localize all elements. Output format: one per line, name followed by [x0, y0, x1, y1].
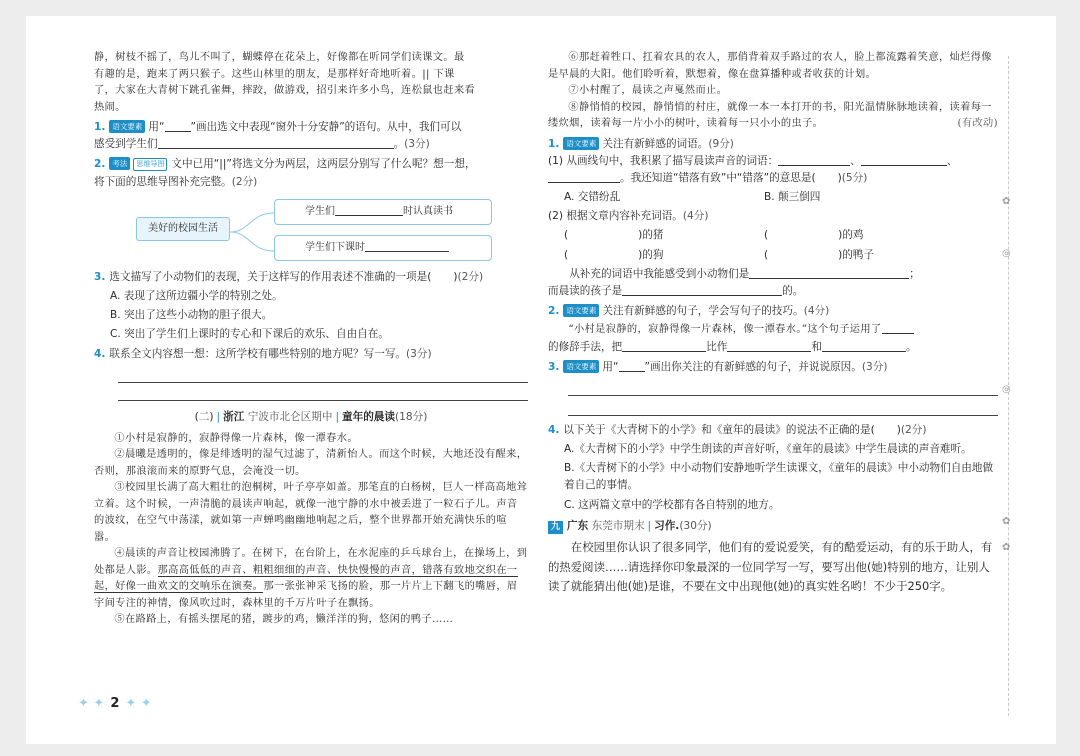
underline-sample	[165, 120, 191, 132]
question-number: 1.	[548, 137, 560, 150]
question-number: 3.	[94, 270, 106, 283]
left-page	[94, 50, 528, 629]
option-b: B.《大青树下的小学》中小动物们安静地听学生读课文，《童年的晨读》中小动物们自由地做着自己的事情。	[564, 462, 994, 492]
section-badge: 九	[548, 521, 563, 534]
literacy-tag: 语文要素	[563, 304, 599, 317]
answer-blank[interactable]	[335, 204, 403, 216]
passage-line: 有趣的是，跑来了两只猴子。这些山林里的朋友，是那样好奇地听着。|| 下课	[94, 68, 455, 80]
paragraph: ⑦小村醒了，晨读之声戛然而止。	[568, 85, 728, 97]
question-3: 3. 选文描写了小动物们的表现，关于这样写的作用表述不准确的一项是( )(2分) A. 表现了这所边疆小学的特别之处。 B. 突出了这些小动物的胆子很大。 C. 突出了学生们上课时的专心和下课后的欢乐、自由自在。	[94, 269, 528, 344]
answer-blank[interactable]	[548, 171, 620, 183]
mindmap-connector	[230, 207, 276, 257]
question-1: 1. 语文要素 用“ ”画出选文中表现“窗外十分安静”的语句。从中，我们可以 感受到学生们 。(3分)	[94, 121, 462, 151]
passage-line: 热闹。	[94, 101, 126, 113]
workbook-spread	[26, 16, 1056, 744]
question-2: 2. 考法 思维导图 文中已用“||”将选文分为两层，这两层分别写了什么呢？想一想， 将下面的思维导图补充完整。(2分) 美好的校园生活 学生们 时认真读书 学生们下课时	[94, 156, 528, 264]
flower-icon: ✿	[1002, 516, 1011, 527]
question-number: 2.	[548, 304, 560, 317]
question-r4: 4. 以下关于《大青树下的小学》和《童年的晨读》的说法不正确的是( )(2分) A.《大青树下的小学》中学生朗读的声音好听，《童年的晨读》中学生晨读的声音难听。 B.《大青树下的小学》中小动物们安静地听学生读课文，《童年的晨读》中小动物们自由地做着自己的事情。 C. 这两篇文章中的学校都有各自特别的地方。	[548, 422, 998, 514]
passage-line: 了，大家在大青树下跳孔雀舞，摔跤，做游戏，招引来许多小鸟，连松鼠也赶来看	[94, 85, 476, 97]
question-4: 4. 联系全文内容想一想：这所学校有哪些特别的地方呢？写一写。(3分)	[94, 346, 528, 401]
answer-blank[interactable]	[822, 340, 906, 352]
mindmap-tag: 思维导图	[133, 158, 167, 171]
section-title: 习作.	[654, 519, 680, 532]
section-nine: 九 广东 东莞市期末 | 习作.(30分) 在校园里你认识了很多同学，他们有的爱说爱笑，有的酷爱运动，有的乐于助人，有的热爱阅读……请选择你印象最深的一位同学写一写，要写出他(她)特别的地方，让别人读了就能猜出他(她)是谁，不要在文中出现他(她)的真实姓名哟！不少于250字。	[548, 518, 998, 597]
flower-icon: ✿	[1002, 196, 1011, 207]
answer-line[interactable]	[568, 382, 998, 396]
paragraph: ①小村是寂静的，寂静得像一片森林，像一潭春水。	[114, 432, 358, 444]
answer-line[interactable]	[118, 369, 528, 383]
circle-icon: ◎	[1002, 384, 1011, 395]
literacy-tag: 语文要素	[563, 137, 599, 150]
passage-line: 静，树枝不摇了，鸟儿不叫了，蝴蝶停在花朵上，好像都在听同学们读课文。最	[94, 52, 465, 63]
option-c: C. 这两篇文章中的学校都有各自特别的地方。	[564, 498, 780, 511]
answer-blank[interactable]	[365, 240, 449, 252]
option-a: A. 表现了这所边疆小学的特别之处。	[110, 289, 283, 302]
literacy-tag: 语文要素	[563, 360, 599, 373]
answer-blank[interactable]	[749, 267, 909, 279]
option-b: B. 突出了这些小动物的胆子很大。	[110, 309, 273, 321]
question-r2: 2. 语文要素 关注有新鲜感的句子，学会写句子的技巧。(4分) “小村是寂静的，寂静得像一片森林，像一潭春水。”这个句子运用了 的修辞手法，把 比作 和 。	[548, 304, 917, 353]
source-note: (有改动)	[957, 118, 998, 130]
question-r3: 3. 语文要素 用“ ”画出你关注的有新鲜感的句子，并说说原因。(3分)	[548, 359, 998, 416]
answer-blank[interactable]	[727, 340, 811, 352]
option-b: B. 颠三倒四	[764, 191, 821, 204]
answer-blank[interactable]	[158, 137, 394, 149]
mind-map	[94, 197, 528, 265]
paragraph: ③校园里长满了高大粗壮的泡桐树，叶子亭亭如盖。那笔直的白杨树，巨人一样高高地耸立着。这个时候，一声清脆的晨读声响起，就像一池宁静的水中被丢进了一粒石子儿。声音的波纹，在空气中荡漾，就如第一声蝉鸣幽幽地响起之后，整个世界都开始充满快乐的喧嚣。	[94, 482, 528, 543]
option-a: A.《大青树下的小学》中学生朗读的声音好听，《童年的晨读》中学生晨读的声音难听。	[564, 443, 972, 456]
answer-line[interactable]	[118, 387, 528, 401]
method-tag: 考法	[109, 157, 130, 170]
question-number: 2.	[94, 158, 106, 171]
passage-two-continued	[548, 50, 998, 133]
paragraph: ⑧静悄悄的校园，静悄悄的村庄，就像一本一本打开的书，阳光温情脉脉地读着，读着每一缕炊烟，读着每一片小小的树叶，读着每一只小小的虫子。 (有改动)	[548, 100, 998, 133]
answer-blank[interactable]	[861, 154, 947, 166]
question-number: 1.	[94, 121, 106, 134]
paragraph: ②晨曦是透明的，像是绯透明的湿气过滤了，清新怡人。而这个时候，大地还没有醒来，否则，那浪滚而来的原野气息，会淹没一切。	[94, 449, 528, 477]
underlined-sentence: 那高高低低的声音、粗粗细细的声音、快快慢慢的声音，错落有致地交织在一起，好像一曲欢文的交响乐在演奏。	[94, 564, 518, 593]
page-number: ✦ ✦ 2 ✦ ✦	[78, 696, 152, 711]
answer-blank[interactable]	[622, 340, 706, 352]
passage-two	[94, 431, 528, 629]
option-a: A. 交错纷乱	[564, 191, 621, 204]
paragraph: ⑥那赶着牲口、扛着农具的农人，那俏背着双手路过的农人，脸上都流露着笑意，灿烂得像是早晨的大阳。他们聆听着，默想着，像在盘算播种或者收获的计划。	[548, 52, 992, 80]
passage-title: 童年的晨读	[342, 411, 395, 424]
passage-one-tail	[94, 50, 528, 116]
writing-prompt: 在校园里你认识了很多同学，他们有的爱说爱笑，有的酷爱运动，有的乐于助人，有的热爱阅读……请选择你印象最深的一位同学写一写，要写出他(她)特别的地方，让别人读了就能猜出他(她)是谁，不要在文中出现他(她)的真实姓名哟！不少于250字。	[548, 539, 993, 594]
section-two-header: (二) | 浙江 宁波市北仑区期中 | 童年的晨读(18分)	[194, 411, 428, 424]
mindmap-branch-2: 学生们下课时	[274, 235, 492, 261]
answer-blank[interactable]	[882, 322, 914, 334]
answer-blank[interactable]	[778, 154, 850, 166]
mindmap-root: 美好的校园生活	[136, 217, 230, 241]
circle-icon: ◎	[1002, 248, 1011, 259]
question-number: 4.	[94, 348, 106, 361]
question-number: 4.	[548, 423, 560, 436]
question-r1: 1. 语文要素 关注有新鲜感的词语。(9分) (1) 从画线句中，我积累了描写晨读声音的词语： 、 、 。我还知道“错落有致”中“错落”的意思是( )(5分) A. 交错纷乱 B. 颠三倒四 (2) 根据文章内容补充词语。(4分) ( )的猪 ( )的鸡 ( )的狗 ( )的鸭子 从补充的词语中我能感受到小动物们是 ； 而晨读的孩子是 的。	[548, 137, 958, 297]
flower-icon: ✿	[1002, 542, 1011, 553]
paragraph: ④晨读的声音让校园沸腾了。在树下，在台阶上，在水泥座的乒乓球台上，在操场上，到处都是人影。那高高低低的声音、粗粗细细的声音、快快慢慢的声音，错落有致地交织在一起，好像一曲欢文的交响乐在演奏。那一张张神采飞扬的脸，那一片片上下翻飞的嘴唇，眉宇间专注的神情，像风吹过时，森林里的千万片叶子在飘扬。	[94, 548, 528, 609]
mindmap-branch-1: 学生们 时认真读书	[274, 199, 492, 225]
right-page	[548, 50, 998, 597]
underline-sample	[619, 360, 645, 372]
answer-blank[interactable]	[622, 284, 782, 296]
answer-line[interactable]	[568, 402, 998, 416]
option-c: C. 突出了学生们上课时的专心和下课后的欢乐、自由自在。	[110, 328, 389, 341]
paragraph: ⑤在路路上，有摇头摆尾的猪，踱步的鸡，懒洋洋的狗，悠闲的鸭子……	[114, 614, 454, 626]
literacy-tag: 语文要素	[109, 120, 145, 133]
question-number: 3.	[548, 360, 560, 373]
